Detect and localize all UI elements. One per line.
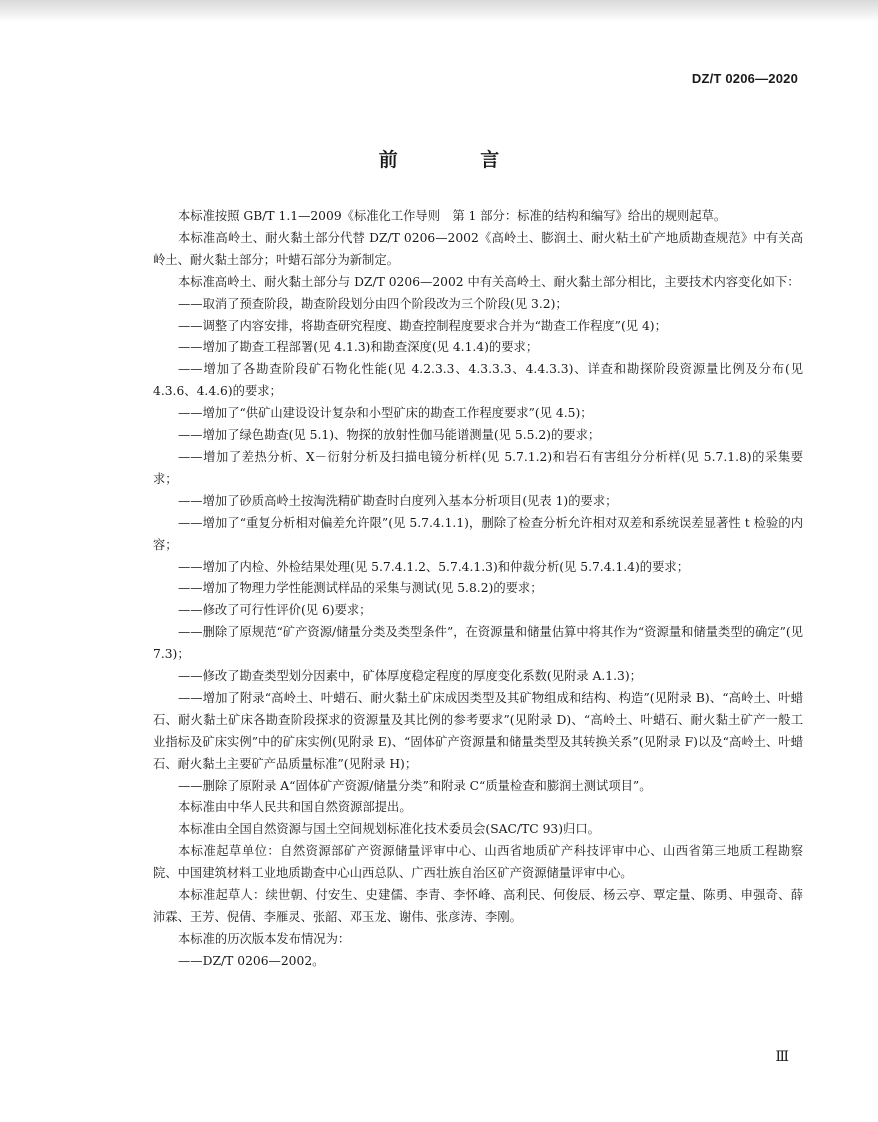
page-number: Ⅲ	[775, 1049, 789, 1065]
change-item: ——增加了砂质高岭土按淘洗精矿勘查时白度列入基本分析项目(见表 1)的要求；	[178, 493, 618, 508]
paragraph: 本标准高岭土、耐火黏土部分与 DZ/T 0206—2002 中有关高岭土、耐火黏土部分相比，主要技术内容变化如下：	[178, 274, 800, 289]
foreword-body	[153, 206, 803, 973]
page-title: 前 言	[378, 149, 538, 171]
change-item: ——增加了附录“高岭土、叶蜡石、耐火黏土矿床成因类型及其矿物组成和结构、构造”(见附录 B)、“高岭土、叶蜡石、耐火黏土矿床各勘查阶段探求的资源量及其比例的参考要求”(见附录 D)、“高岭土、叶蜡石、耐火黏土矿产一般工业指标及矿床实例”中的矿床实例(见附录 E)、“固体矿产资源量和储量类型及其转换关系”(见附录 F)以及“高岭土、叶蜡石、耐火黏土主要矿产品质量标准”(见附录 H)；	[153, 690, 803, 771]
page-top-shadow	[0, 0, 878, 22]
change-item: ——删除了原规范“矿产资源/储量分类及类型条件”，在资源量和储量估算中将其作为“资源量和储量类型的确定”(见 7.3)；	[153, 625, 803, 662]
change-item: ——增加了“供矿山建设设计复杂和小型矿床的勘查工作程度要求”(见 4.5)；	[178, 406, 593, 421]
change-item: ——增加了差热分析、X－衍射分析及扫描电镜分析样(见 5.7.1.2)和岩石有害组分分析样(见 5.7.1.8)的采集要求；	[153, 449, 803, 486]
paragraph: 本标准由中华人民共和国自然资源部提出。	[178, 800, 412, 815]
paragraph: 本标准由全国自然资源与国土空间规划标准化技术委员会(SAC/TC 93)归口。	[178, 822, 600, 837]
paragraph: 本标准起草单位：自然资源部矿产资源储量评审中心、山西省地质矿产科技评审中心、山西省第三地质工程勘察院、中国建筑材料工业地质勘查中心山西总队、广西壮族自治区矿产资源储量评审中心。	[153, 844, 803, 881]
paragraph: 本标准按照 GB/T 1.1—2009《标准化工作导则 第 1 部分：标准的结构和编写》给出的规则起草。	[178, 209, 727, 223]
change-item: ——调整了内容安排，将勘查研究程度、勘查控制程度要求合并为“勘查工作程度”(见 4)；	[178, 318, 667, 333]
change-item: ——增加了各勘查阶段矿石物化性能(见 4.2.3.3、4.3.3.3、4.4.3.3)、详查和勘探阶段资源量比例及分布(见 4.3.6、4.4.6)的要求；	[153, 362, 803, 399]
change-item: ——增加了物理力学性能测试样品的采集与测试(见 5.8.2)的要求；	[178, 581, 543, 596]
change-item: ——增加了勘查工程部署(见 4.1.3)和勘查深度(见 4.1.4)的要求；	[178, 340, 539, 355]
change-item: ——删除了原附录 A“固体矿产资源/储量分类”和附录 C“质量检查和膨润土测试项目”。	[178, 778, 652, 793]
paragraph: 本标准高岭土、耐火黏土部分代替 DZ/T 0206—2002《高岭土、膨润土、耐火粘土矿产地质勘查规范》中有关高岭土、耐火黏土部分；叶蜡石部分为新制定。	[153, 230, 803, 267]
change-item: ——修改了可行性评价(见 6)要求；	[178, 603, 372, 618]
change-item: ——增加了“重复分析相对偏差允许限”(见 5.7.4.1.1)，删除了检查分析允许相对双差和系统误差显著性 t 检验的内容；	[153, 515, 803, 552]
history-item: ——DZ/T 0206—2002。	[178, 953, 325, 968]
change-item: ——增加了内检、外检结果处理(见 5.7.4.1.2、5.7.4.1.3)和仲裁分析(见 5.7.4.1.4)的要求；	[178, 559, 689, 574]
paragraph: 本标准起草人：续世朝、付安生、史建儒、李青、李怀峰、高利民、何俊辰、杨云亭、覃定量、陈勇、申强奇、薛沛霖、王芳、倪倩、李雁灵、张韶、邓玉龙、谢伟、张彦涛、李刚。	[153, 888, 803, 924]
paragraph: 本标准的历次版本发布情况为：	[178, 931, 351, 946]
change-item: ——取消了预查阶段，勘查阶段划分由四个阶段改为三个阶段(见 3.2)；	[178, 296, 568, 311]
change-item: ——修改了勘查类型划分因素中，矿体厚度稳定程度的厚度变化系数(见附录 A.1.3)；	[178, 669, 642, 684]
document-code: DZ/T 0206—2020	[691, 71, 798, 86]
change-item: ——增加了绿色勘查(见 5.1)、物探的放射性伽马能谱测量(见 5.5.2)的要求；	[178, 428, 601, 443]
